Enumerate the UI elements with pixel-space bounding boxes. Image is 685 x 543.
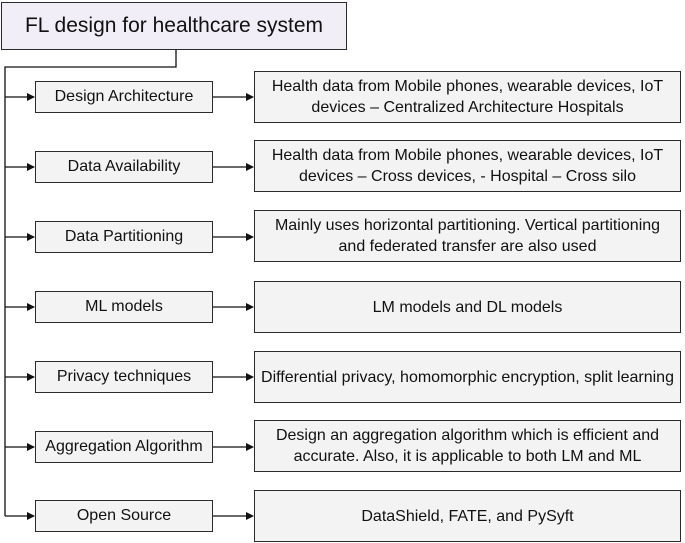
category-data-availability: Data Availability xyxy=(35,151,213,183)
category-ml-models: ML models xyxy=(35,291,213,323)
category-design-architecture: Design Architecture xyxy=(35,81,213,113)
description-open-source: DataShield, FATE, and PySyft xyxy=(254,490,681,542)
category-privacy-techniques: Privacy techniques xyxy=(35,361,213,393)
description-design-architecture: Health data from Mobile phones, wearable devices, IoT devices – Centralized Architecture Hospitals xyxy=(254,71,681,123)
category-open-source: Open Source xyxy=(35,500,213,532)
diagram-title: FL design for healthcare system xyxy=(1,2,347,50)
description-ml-models: LM models and DL models xyxy=(254,281,681,333)
description-privacy-techniques: Differential privacy, homomorphic encryption, split learning xyxy=(254,351,681,403)
description-aggregation-algorithm: Design an aggregation algorithm which is efficient and accurate. Also, it is applicable to both LM and ML xyxy=(254,420,681,472)
description-data-partitioning: Mainly uses horizontal partitioning. Vertical partitioning and federated transfer are also used xyxy=(254,210,681,262)
description-data-availability: Health data from Mobile phones, wearable devices, IoT devices – Cross devices, - Hospital – Cross silo xyxy=(254,140,681,192)
category-data-partitioning: Data Partitioning xyxy=(35,221,213,253)
category-aggregation-algorithm: Aggregation Algorithm xyxy=(35,431,213,463)
